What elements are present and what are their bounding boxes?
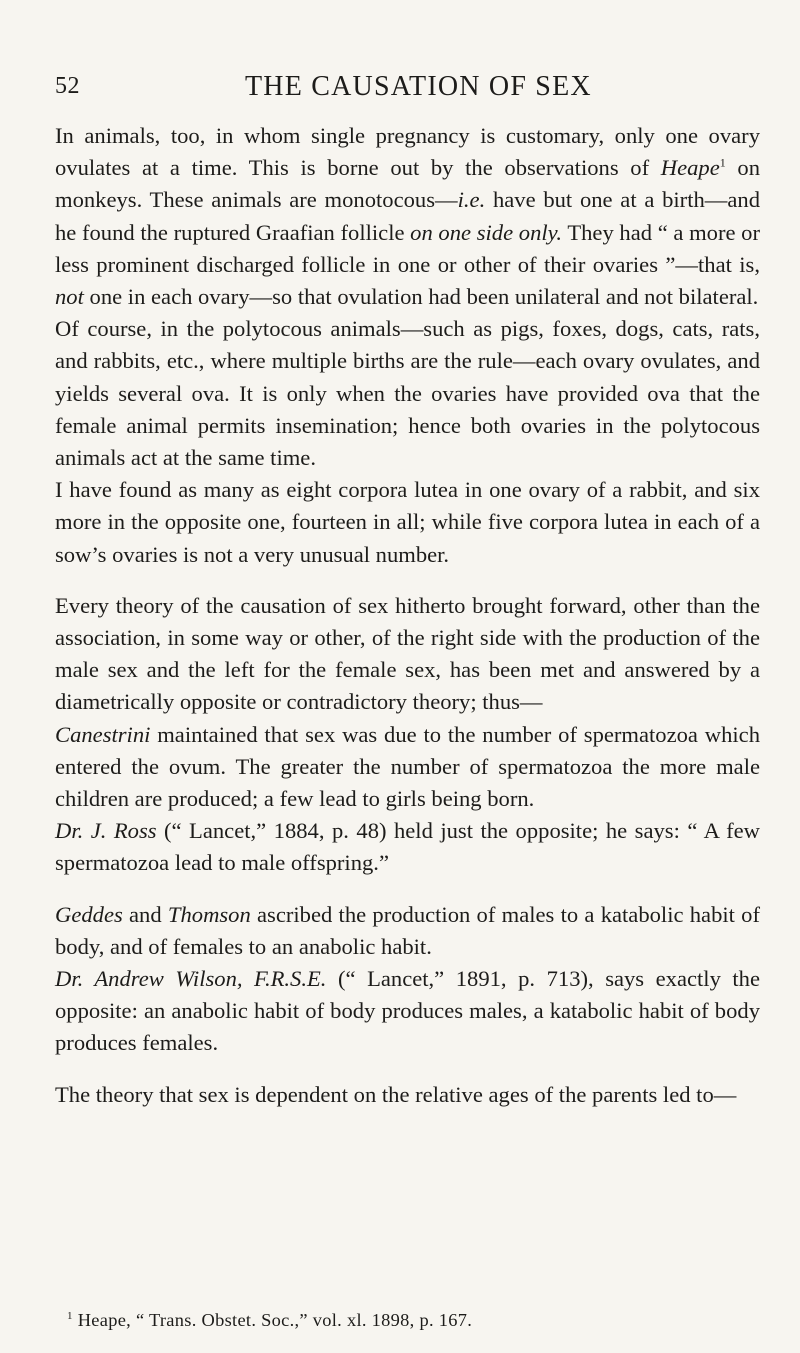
paragraph-polytocous: Of course, in the polytocous animals—such as pigs, foxes, dogs, cats, rats, and rabbits, etc., where multiple births are the rule—each ovary ovulates, and yields several ova. It is only when the ovaries have provided ova that the female animal permits insemination; hence both ovaries in the polytocous animals act at the same time. <box>55 316 760 471</box>
author-geddes: Geddes <box>55 901 123 927</box>
paragraph-gap <box>55 571 760 590</box>
footnote-text: Heape, “ Trans. Obstet. Soc.,” vol. xl. 1898, p. 167. <box>72 1310 473 1330</box>
page-header <box>40 0 765 102</box>
page-number: 52 <box>55 73 80 99</box>
footnote <box>67 1310 472 1331</box>
paragraph-gap <box>55 880 760 899</box>
paragraph-gap <box>55 1060 760 1079</box>
paragraph-ovulation: In animals, too, in whom single pregnancy is customary, only one ovary ovulates at a time. This is borne out by the observations of Heape$^1$ on monkeys. These animals are monotocous—i.e. have but one at a birth—and he found the ruptured Graafian follicle on one side only. They had “ a more or less prominent discharged follicle in one or other of their ovaries ”—that is, not one in each ovary—so that ovulation had been unilateral and not bilateral. <box>55 123 760 310</box>
paragraph-corpora-lutea: I have found as many as eight corpora lutea in one ovary of a rabbit, and six more in the opposite one, fourteen in all; while five corpora lutea in each of a sow’s ovaries is not a very unusual number. <box>55 477 760 567</box>
footnote-ref: 1 <box>719 155 726 170</box>
author-canestrini: Canestrini <box>55 721 151 747</box>
book-page <box>40 0 765 1353</box>
author-ross: Dr. J. Ross <box>55 818 157 844</box>
running-title: THE CAUSATION OF SEX <box>245 71 592 102</box>
author-wilson: Dr. Andrew Wilson, F.R.S.E. <box>55 966 327 992</box>
paragraph-ross: Dr. J. Ross (“ Lancet,” 1884, p. 48) held just the opposite; he says: “ A few spermatozoa lead to male offspring.” <box>55 818 760 876</box>
footnote-marker: 1 <box>67 1309 73 1322</box>
paragraph-geddes-thomson: Geddes and Thomson ascribed the production of males to a katabolic habit of body, and of females to an anabolic habit. <box>55 901 760 959</box>
paragraph-relative-ages: The theory that sex is dependent on the relative ages of the parents led to— <box>55 1081 737 1107</box>
page-body <box>55 120 760 1111</box>
author-thomson: Thomson <box>167 901 251 927</box>
author-heape: Heape <box>660 155 720 181</box>
paragraph-every-theory: Every theory of the causation of sex hitherto brought forward, other than the association, in some way or other, of the right side with the production of the male sex and the left for the female sex, has been met and answered by a diametrically opposite or contradictory theory; thus— <box>55 592 760 715</box>
paragraph-wilson: Dr. Andrew Wilson, F.R.S.E. (“ Lancet,” 1891, p. 713), says exactly the opposite: an anabolic habit of body produces males, a katabolic habit of body produces females. <box>55 966 761 1056</box>
paragraph-canestrini: Canestrini maintained that sex was due to the number of spermatozoa which entered the ovum. The greater the number of spermatozoa the more male children are produced; a few lead to girls being born. <box>55 721 760 812</box>
